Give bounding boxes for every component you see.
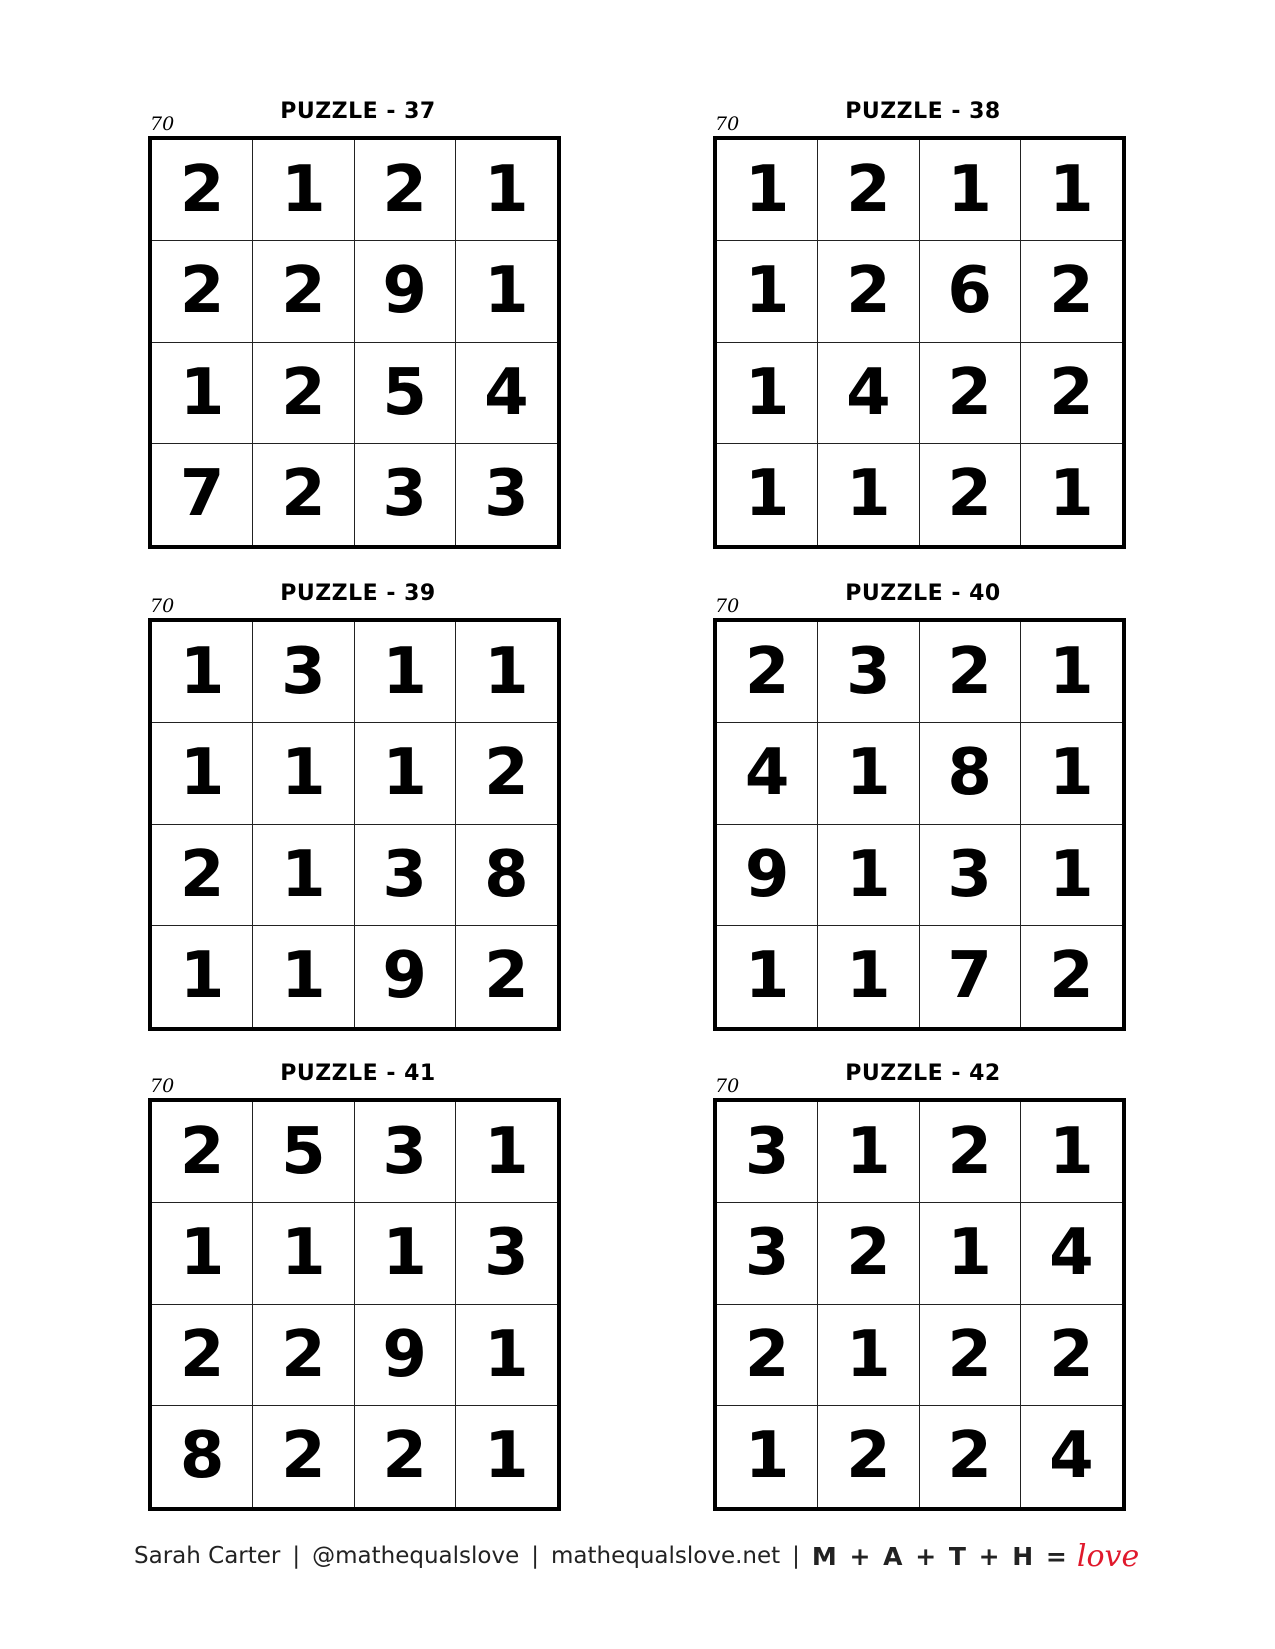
- grid-cell: 1: [818, 1305, 919, 1406]
- footer-handle: @mathequalslove: [312, 1543, 520, 1569]
- puzzle-title: PUZZLE - 40: [845, 581, 1001, 606]
- grid-cell: 2: [253, 343, 354, 444]
- puzzle-title: PUZZLE - 41: [280, 1061, 436, 1086]
- grid-cell: 3: [456, 1203, 557, 1304]
- puzzle-target: 70: [150, 1075, 175, 1097]
- grid-cell: 2: [920, 1102, 1021, 1203]
- grid-cell: 1: [818, 444, 919, 545]
- grid-cell: 1: [818, 926, 919, 1027]
- grid-cell: 1: [456, 241, 557, 342]
- grid-cell: 2: [1021, 241, 1122, 342]
- footer-separator: |: [531, 1543, 539, 1569]
- puzzle-grid: [148, 136, 561, 549]
- grid-cell: 2: [1021, 343, 1122, 444]
- grid-cell: 5: [355, 343, 456, 444]
- grid-cell: 2: [253, 241, 354, 342]
- grid-cell: 1: [717, 926, 818, 1027]
- grid-cell: 2: [818, 1406, 919, 1507]
- grid-cell: 1: [152, 926, 253, 1027]
- grid-cell: 1: [456, 140, 557, 241]
- grid-cell: 1: [456, 1102, 557, 1203]
- grid-cell: 1: [1021, 723, 1122, 824]
- footer: [134, 1532, 1144, 1580]
- grid-cell: 3: [818, 622, 919, 723]
- grid-cell: 2: [355, 140, 456, 241]
- grid-cell: 1: [456, 622, 557, 723]
- grid-cell: 2: [152, 140, 253, 241]
- footer-separator: |: [792, 1543, 800, 1569]
- grid-cell: 4: [717, 723, 818, 824]
- footer-love-logo: love: [1076, 1538, 1140, 1574]
- grid-cell: 2: [253, 444, 354, 545]
- puzzle-target: 70: [150, 595, 175, 617]
- puzzle-grid: [713, 618, 1126, 1031]
- grid-cell: 2: [818, 140, 919, 241]
- grid-cell: 9: [717, 825, 818, 926]
- grid-cell: 1: [717, 444, 818, 545]
- grid-cell: 4: [1021, 1203, 1122, 1304]
- puzzle-42: [713, 1060, 1133, 1520]
- grid-cell: 1: [1021, 1102, 1122, 1203]
- grid-cell: 1: [253, 825, 354, 926]
- grid-cell: 8: [456, 825, 557, 926]
- grid-cell: 4: [818, 343, 919, 444]
- grid-cell: 8: [152, 1406, 253, 1507]
- grid-cell: 2: [152, 1102, 253, 1203]
- puzzle-title: PUZZLE - 38: [845, 99, 1001, 124]
- grid-cell: 2: [152, 241, 253, 342]
- grid-cell: 1: [355, 622, 456, 723]
- puzzle-target: 70: [715, 1075, 740, 1097]
- grid-cell: 9: [355, 1305, 456, 1406]
- puzzle-grid: [148, 1098, 561, 1511]
- grid-cell: 3: [355, 825, 456, 926]
- grid-cell: 2: [920, 622, 1021, 723]
- grid-cell: 1: [1021, 825, 1122, 926]
- grid-cell: 1: [1021, 622, 1122, 723]
- grid-cell: 3: [717, 1203, 818, 1304]
- grid-cell: 1: [355, 723, 456, 824]
- grid-cell: 2: [1049, 939, 1094, 1014]
- footer-formula: M + A + T + H =: [811, 1541, 1069, 1571]
- grid-cell: 1: [717, 241, 818, 342]
- grid-cell: 1: [818, 723, 919, 824]
- grid-cell: 2: [920, 343, 1021, 444]
- grid-cell: 1: [717, 140, 818, 241]
- grid-cell: 2: [152, 825, 253, 926]
- footer-author: Sarah Carter: [134, 1543, 281, 1569]
- grid-cell: 3: [484, 457, 529, 532]
- grid-cell: 1: [253, 926, 354, 1027]
- puzzle-grid: [713, 136, 1126, 549]
- grid-cell: 5: [253, 1102, 354, 1203]
- grid-cell: 2: [717, 1305, 818, 1406]
- grid-cell: 2: [1021, 1305, 1122, 1406]
- grid-cell: 4: [456, 343, 557, 444]
- puzzle-38: [713, 98, 1133, 558]
- grid-cell: 1: [355, 1203, 456, 1304]
- grid-cell: 1: [152, 343, 253, 444]
- puzzle-title: PUZZLE - 39: [280, 581, 436, 606]
- grid-cell: 3: [717, 1102, 818, 1203]
- grid-cell: 3: [355, 1102, 456, 1203]
- grid-cell: 2: [818, 241, 919, 342]
- grid-cell: 1: [484, 1419, 529, 1494]
- grid-cell: 2: [920, 444, 1021, 545]
- grid-cell: 1: [818, 825, 919, 926]
- grid-cell: 2: [717, 622, 818, 723]
- grid-cell: 1: [1021, 140, 1122, 241]
- grid-cell: 6: [920, 241, 1021, 342]
- grid-cell: 2: [253, 1406, 354, 1507]
- grid-cell: 2: [818, 1203, 919, 1304]
- grid-cell: 1: [152, 1203, 253, 1304]
- grid-cell: 7: [152, 444, 253, 545]
- puzzle-grid: [713, 1098, 1126, 1511]
- grid-cell: 1: [152, 723, 253, 824]
- grid-cell: 7: [920, 926, 1021, 1027]
- grid-cell: 1: [717, 343, 818, 444]
- grid-cell: 1: [920, 140, 1021, 241]
- grid-cell: 1: [253, 1203, 354, 1304]
- puzzle-39: [148, 580, 568, 1040]
- grid-cell: 3: [920, 825, 1021, 926]
- grid-cell: 2: [152, 1305, 253, 1406]
- grid-cell: 3: [355, 444, 456, 545]
- puzzle-target: 70: [150, 113, 175, 135]
- grid-cell: 9: [355, 241, 456, 342]
- grid-cell: 2: [484, 939, 529, 1014]
- grid-cell: 8: [920, 723, 1021, 824]
- grid-cell: 1: [717, 1406, 818, 1507]
- grid-cell: 2: [920, 1305, 1021, 1406]
- grid-cell: 2: [920, 1406, 1021, 1507]
- puzzle-target: 70: [715, 595, 740, 617]
- grid-cell: 1: [456, 1305, 557, 1406]
- footer-separator: |: [292, 1543, 301, 1569]
- puzzle-40: [713, 580, 1133, 1040]
- grid-cell: 9: [355, 926, 456, 1027]
- grid-cell: 1: [818, 1102, 919, 1203]
- grid-cell: 1: [253, 723, 354, 824]
- grid-cell: 2: [355, 1406, 456, 1507]
- grid-cell: 1: [920, 1203, 1021, 1304]
- puzzle-title: PUZZLE - 37: [280, 99, 436, 124]
- grid-cell: 1: [253, 140, 354, 241]
- puzzle-grid: [148, 618, 561, 1031]
- puzzle-37: [148, 98, 568, 558]
- puzzle-target: 70: [715, 113, 740, 135]
- grid-cell: 4: [1049, 1419, 1094, 1494]
- grid-cell: 1: [152, 622, 253, 723]
- grid-cell: 3: [253, 622, 354, 723]
- grid-cell: 1: [1049, 457, 1094, 532]
- footer-website: mathequalslove.net: [551, 1543, 781, 1569]
- grid-cell: 2: [253, 1305, 354, 1406]
- puzzle-title: PUZZLE - 42: [845, 1061, 1001, 1086]
- puzzle-41: [148, 1060, 568, 1520]
- grid-cell: 2: [456, 723, 557, 824]
